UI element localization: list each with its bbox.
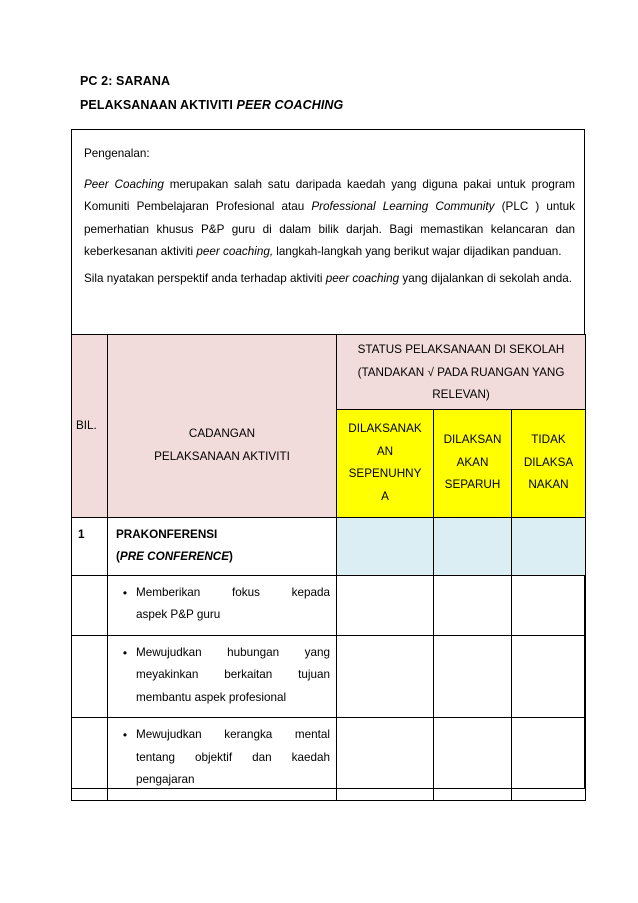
sub1-line: AN — [376, 444, 394, 458]
activity-table — [71, 334, 586, 801]
item-line: tentang objektif dan kaedah — [136, 750, 330, 764]
sub3-line: DILAKSA — [523, 455, 574, 469]
checkbox-cell-full[interactable] — [337, 635, 434, 718]
checkbox-cell-none[interactable] — [512, 718, 586, 801]
prakonferensi-subtitle — [116, 546, 332, 569]
checkbox-cell-full[interactable] — [337, 575, 434, 635]
header-cadangan — [108, 335, 337, 518]
row-number: 1 — [72, 517, 108, 575]
sub1-line: DILAKSANAK — [348, 422, 422, 435]
intro-text-1: merupakan salah satu daripada kaedah yang diguna pakai untuk program Komuniti Pembelajaran Profesional atau — [84, 177, 575, 213]
intro-text-3: langkah-langkah yang berikut wajar dijadikan panduan. — [273, 245, 562, 258]
paren-close: ) — [229, 550, 233, 563]
header-status — [337, 335, 586, 410]
section-title — [80, 98, 343, 112]
header-status-line-3: RELEVAN) — [432, 388, 490, 401]
header-bil: BIL. — [72, 335, 108, 518]
bullet-icon: • — [122, 585, 128, 600]
intro-term-peer-coaching-2: peer coaching, — [196, 245, 274, 258]
section-title-italic: PEER COACHING — [236, 98, 344, 112]
pre-conference-label: PRE CONFERENCE — [119, 550, 230, 563]
activity-item — [108, 718, 337, 801]
checkbox-cell-half[interactable] — [434, 575, 512, 635]
checkbox-cell-none[interactable] — [512, 635, 586, 718]
sub1-line: A — [381, 489, 389, 503]
intro-term-peer-coaching-3: peer coaching — [325, 271, 400, 285]
item-line: aspek P&P guru — [136, 608, 221, 621]
sub1-line: SEPENUHNY — [348, 467, 422, 480]
intro-term-peer-coaching: Peer Coaching — [84, 177, 164, 191]
item-line: Mewujudkan hubungan yang — [136, 645, 330, 659]
sub2-line: SEPARUH — [444, 478, 501, 492]
checkbox-cell-none[interactable] — [512, 575, 586, 635]
checkbox-cell-half[interactable] — [434, 718, 512, 801]
introduction — [84, 143, 575, 290]
intro-text-2: (PLC ) untuk pemerhatian khusus P&P guru di dalam bilik darjah. Bagi memastikan kelancaran dan keberkesanan aktiviti — [84, 200, 575, 258]
intro-label: Pengenalan: — [84, 147, 150, 160]
sub2-line: DILAKSAN — [443, 433, 502, 447]
checkbox-cell-half[interactable] — [434, 517, 512, 575]
empty-number-cell — [72, 575, 108, 635]
activity-item — [108, 575, 337, 635]
header-cadangan-line-1: CADANGAN — [188, 427, 256, 441]
checkbox-cell-full[interactable] — [337, 517, 434, 575]
section-prakonferensi — [108, 517, 337, 575]
empty-number-cell — [72, 635, 108, 718]
header-status-line-1: STATUS PELAKSANAAN DI SEKOLAH — [357, 343, 565, 356]
sub3-line: TIDAK — [531, 433, 566, 447]
sub2-line: AKAN — [456, 455, 489, 469]
section-code: PC 2: SARANA — [80, 74, 171, 88]
item-line: membantu aspek profesional — [136, 690, 287, 704]
item-line: Mewujudkan kerangka mental — [136, 728, 330, 741]
prakonferensi-title: PRAKONFERENSI — [116, 527, 218, 541]
checkbox-cell-half[interactable] — [434, 635, 512, 718]
intro-term-plc: Professional Learning Community — [311, 200, 495, 213]
paren-open: ( — [116, 550, 120, 563]
header-cadangan-line-2: PELAKSANAAN AKTIVITI — [154, 449, 290, 463]
sub3-line: NAKAN — [528, 478, 569, 492]
intro-paragraph-1 — [84, 174, 575, 264]
header-dilaksanakan-sepenuhnya — [337, 409, 434, 517]
header-status-line-2: (TANDAKAN √ PADA RUANGAN YANG — [357, 365, 565, 379]
checkbox-cell-full[interactable] — [337, 718, 434, 801]
header-dilaksanakan-separuh — [434, 409, 512, 517]
item-line: pengajaran — [136, 773, 195, 786]
empty-number-cell — [72, 718, 108, 801]
intro-paragraph-2 — [84, 268, 575, 291]
header-tidak-dilaksanakan — [512, 409, 586, 517]
section-title-plain: PELAKSANAAN AKTIVITI — [80, 98, 237, 112]
checkbox-cell-none[interactable] — [512, 517, 586, 575]
intro-text-5: yang dijalankan di sekolah anda. — [399, 271, 572, 285]
item-line: meyakinkan berkaitan tujuan — [136, 668, 330, 681]
activity-item — [108, 635, 337, 718]
bullet-icon: • — [122, 645, 128, 660]
item-line: Memberikan fokus kepada — [136, 585, 330, 599]
bullet-icon: • — [122, 728, 128, 742]
intro-text-4: Sila nyatakan perspektif anda terhadap aktiviti — [84, 271, 326, 285]
